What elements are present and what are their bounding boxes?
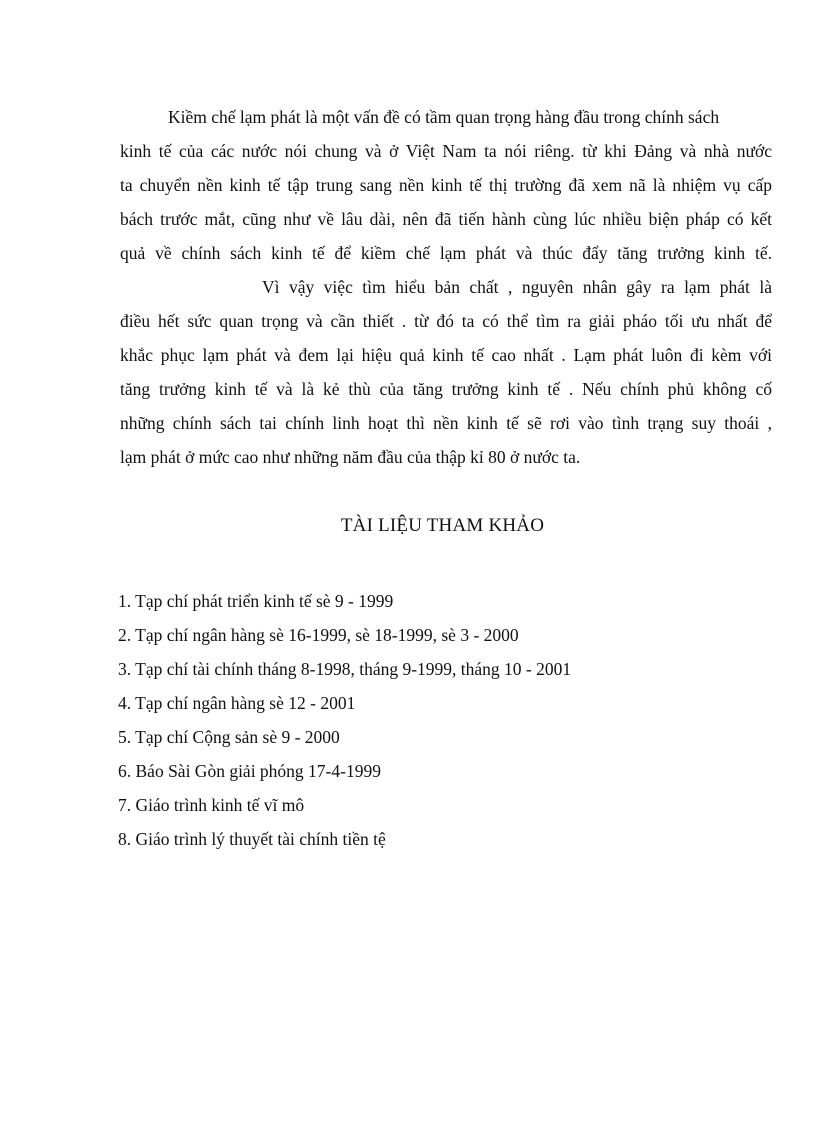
references-heading: TÀI LIỆU THAM KHẢO xyxy=(340,515,545,536)
reference-item: 1. Tạp chí phát triển kinh tế sè 9 - 1999 xyxy=(118,591,394,611)
paragraph-line: điều hết sức quan trọng và cần thiết . từ đó ta có thể tìm ra giải pháo tối ưu nhất để xyxy=(120,311,772,331)
paragraph-line: lạm phát ở mức cao như những năm đầu của thập kỉ 80 ở nước ta. xyxy=(120,447,581,467)
paragraph-line: khắc phục lạm phát và đem lại hiệu quả kinh tế cao nhất . Lạm phát luôn đi kèm với xyxy=(120,345,772,365)
body-paragraph xyxy=(120,100,772,474)
reference-item: 2. Tạp chí ngân hàng sè 16-1999, sè 18-1999, sè 3 - 2000 xyxy=(118,625,519,645)
paragraph-line: tăng trưởng kinh tế và là kẻ thù của tăng trưởng kinh tế . Nếu chính phủ không cố xyxy=(120,379,772,399)
paragraph-line: bách trước mắt, cũng như về lâu dài, nên đã tiến hành cùng lúc nhiều biện pháp có kết xyxy=(120,209,772,229)
reference-item: 3. Tạp chí tài chính tháng 8-1998, tháng 9-1999, tháng 10 - 2001 xyxy=(118,659,572,679)
reference-item: 6. Báo Sài Gòn giải phóng 17-4-1999 xyxy=(118,761,381,781)
reference-item: 4. Tạp chí ngân hàng sè 12 - 2001 xyxy=(118,693,356,713)
reference-item: 7. Giáo trình kinh tế vĩ mô xyxy=(118,795,305,815)
paragraph-line: kinh tế của các nước nói chung và ở Việt Nam ta nói riêng. từ khi Đảng và nhà nước xyxy=(120,141,772,161)
paragraph-line: những chính sách tai chính linh hoạt thì nền kinh tế sẽ rơi vào tình trạng suy thoái , xyxy=(120,413,772,433)
paragraph-line: Vì vậy việc tìm hiểu bản chất , nguyên nhân gây ra lạm phát là xyxy=(262,277,772,297)
paragraph-line: Kiềm chế lạm phát là một vấn đề có tầm quan trọng hàng đầu trong chính sách xyxy=(168,107,720,127)
paragraph-line: quả về chính sách kinh tế để kiềm chế lạm phát và thúc đẩy tăng trưởng kinh tế. xyxy=(120,243,772,263)
reference-item: 8. Giáo trình lý thuyết tài chính tiền tệ xyxy=(118,829,386,849)
paragraph-line: ta chuyển nền kinh tế tập trung sang nền kinh tế thị trường đã xem nã là nhiệm vụ cấp xyxy=(120,175,772,195)
reference-item: 5. Tạp chí Cộng sản sè 9 - 2000 xyxy=(118,727,340,747)
references-list xyxy=(118,584,718,856)
